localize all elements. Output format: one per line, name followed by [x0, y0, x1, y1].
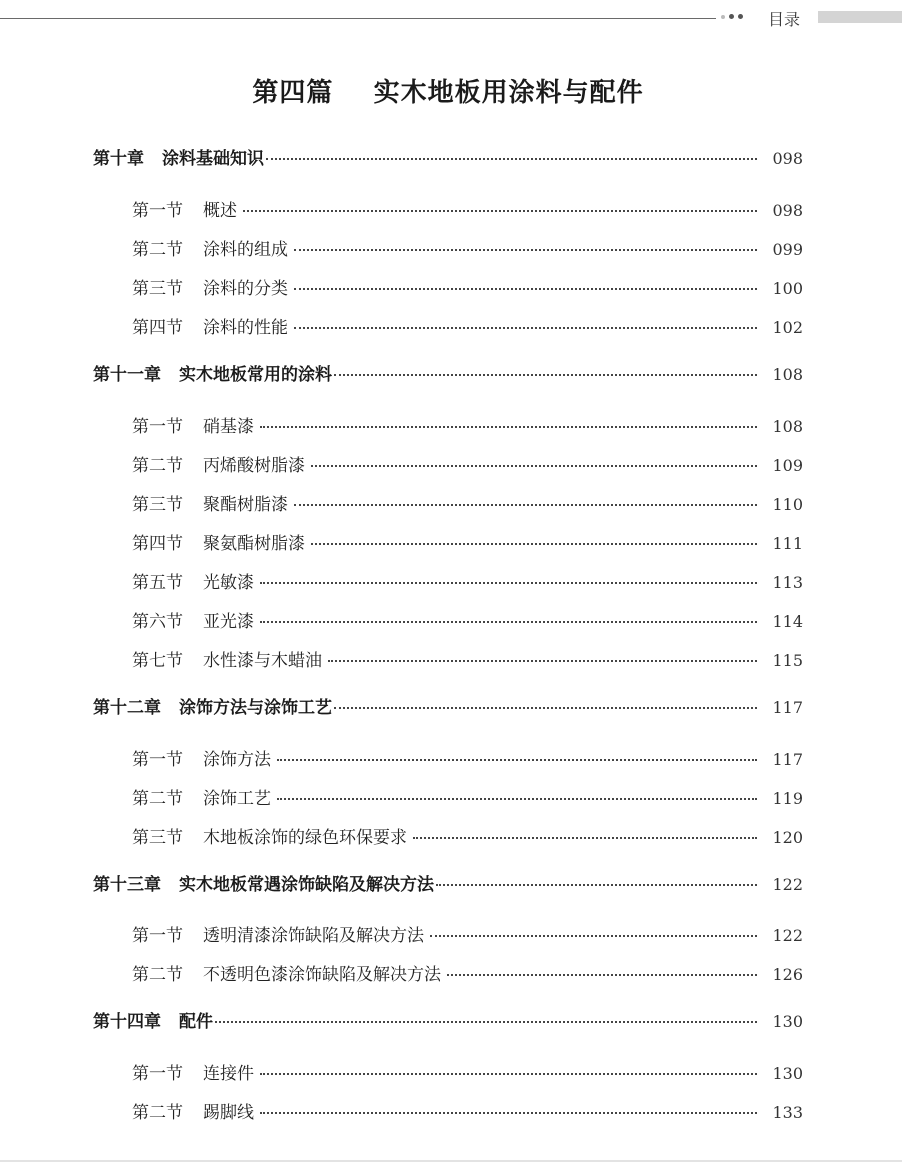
toc-section-row — [132, 196, 803, 224]
section-title: 涂饰方法 — [203, 750, 271, 770]
header-title: 目录 — [768, 10, 801, 29]
chapter-number: 第十四章 — [93, 1012, 161, 1032]
page-number: 110 — [772, 495, 803, 514]
dot-leader — [430, 935, 757, 937]
section-number: 第五节 — [132, 573, 183, 593]
section-title: 水性漆与木蜡油 — [203, 651, 322, 671]
dot-leader — [260, 621, 757, 623]
section-title: 涂饰工艺 — [203, 789, 271, 809]
section-number: 第四节 — [132, 534, 183, 554]
dot-leader — [266, 158, 757, 160]
section-number: 第二节 — [132, 1103, 183, 1123]
part-title: 第四篇 实木地板用涂料与配件 — [252, 78, 644, 108]
page-number: 098 — [772, 201, 803, 220]
section-number: 第三节 — [132, 279, 183, 299]
toc-section-row — [132, 313, 803, 341]
toc-chapter-row — [93, 1007, 803, 1035]
section-number: 第一节 — [132, 201, 183, 221]
chapter-number: 第十章 — [93, 149, 144, 169]
dot-leader — [311, 543, 757, 545]
page-number: 130 — [772, 1064, 803, 1083]
dot-leader — [334, 707, 757, 709]
dot-leader — [294, 327, 757, 329]
page-number: 100 — [772, 279, 803, 298]
section-title: 不透明色漆涂饰缺陷及解决方法 — [203, 965, 441, 985]
section-number: 第一节 — [132, 1064, 183, 1084]
page-number: 133 — [772, 1103, 803, 1122]
section-title: 涂料的分类 — [203, 279, 288, 299]
section-number: 第四节 — [132, 318, 183, 338]
toc-section-row — [132, 607, 803, 635]
page-number: 122 — [772, 875, 803, 894]
page-number: 119 — [772, 789, 803, 808]
toc-chapter-row — [93, 693, 803, 721]
dot-leader — [260, 1112, 757, 1114]
dot-leader — [277, 798, 757, 800]
page-number: 115 — [772, 651, 803, 670]
header-gray-bar — [818, 11, 902, 23]
toc-section-row — [132, 921, 803, 949]
header-dots-ornament — [721, 14, 743, 19]
page-number: 130 — [772, 1012, 803, 1031]
dot-leader — [447, 974, 757, 976]
dot-leader — [436, 884, 757, 886]
toc-section-row — [132, 1098, 803, 1126]
toc-section-row — [132, 235, 803, 263]
page-number: 120 — [772, 828, 803, 847]
toc-section-row — [132, 568, 803, 596]
chapter-number: 第十二章 — [93, 698, 161, 718]
section-title: 踢脚线 — [203, 1103, 254, 1123]
section-title: 透明清漆涂饰缺陷及解决方法 — [203, 926, 424, 946]
page-number: 126 — [772, 965, 803, 984]
header-rule — [0, 18, 716, 19]
page-number: 109 — [772, 456, 803, 475]
chapter-title: 实木地板常遇涂饰缺陷及解决方法 — [179, 875, 434, 895]
section-number: 第一节 — [132, 750, 183, 770]
toc-section-row — [132, 451, 803, 479]
toc-section-row — [132, 412, 803, 440]
chapter-title: 涂饰方法与涂饰工艺 — [179, 698, 332, 718]
dot-leader — [413, 837, 757, 839]
chapter-title: 实木地板常用的涂料 — [179, 365, 332, 385]
section-number: 第二节 — [132, 965, 183, 985]
page-number: 117 — [772, 750, 803, 769]
page-number: 108 — [772, 417, 803, 436]
page-number: 111 — [772, 534, 803, 553]
dot-leader — [294, 249, 757, 251]
dot-leader — [260, 1073, 757, 1075]
dot-leader — [243, 210, 757, 212]
section-number: 第三节 — [132, 495, 183, 515]
page-number: 102 — [772, 318, 803, 337]
page-number: 117 — [772, 698, 803, 717]
section-title: 聚酯树脂漆 — [203, 495, 288, 515]
page-header — [0, 0, 902, 36]
dot-leader — [294, 504, 757, 506]
chapter-number: 第十一章 — [93, 365, 161, 385]
section-title: 亚光漆 — [203, 612, 254, 632]
toc-chapter-row — [93, 144, 803, 172]
toc-section-row — [132, 646, 803, 674]
toc-chapter-row — [93, 870, 803, 898]
toc-section-row — [132, 960, 803, 988]
section-title: 涂料的性能 — [203, 318, 288, 338]
dot-leader — [260, 426, 757, 428]
section-number: 第一节 — [132, 926, 183, 946]
page-number: 122 — [772, 926, 803, 945]
toc-section-row — [132, 529, 803, 557]
dot-leader — [334, 374, 757, 376]
section-number: 第二节 — [132, 789, 183, 809]
section-title: 硝基漆 — [203, 417, 254, 437]
dot-leader — [277, 759, 757, 761]
dot-leader — [260, 582, 757, 584]
section-number: 第二节 — [132, 456, 183, 476]
toc-section-row — [132, 784, 803, 812]
section-title: 木地板涂饰的绿色环保要求 — [203, 828, 407, 848]
dot-leader — [294, 288, 757, 290]
dot-leader — [328, 660, 757, 662]
toc-section-row — [132, 1059, 803, 1087]
toc-section-row — [132, 490, 803, 518]
dot-leader — [215, 1021, 757, 1023]
section-title: 概述 — [203, 201, 237, 221]
section-number: 第一节 — [132, 417, 183, 437]
page-number: 099 — [772, 240, 803, 259]
chapter-number: 第十三章 — [93, 875, 161, 895]
toc-section-row — [132, 745, 803, 773]
toc-section-row — [132, 274, 803, 302]
chapter-title: 涂料基础知识 — [162, 149, 264, 169]
toc-chapter-row — [93, 360, 803, 388]
page-number: 114 — [772, 612, 803, 631]
page-number: 113 — [772, 573, 803, 592]
section-title: 聚氨酯树脂漆 — [203, 534, 305, 554]
section-number: 第二节 — [132, 240, 183, 260]
section-title: 丙烯酸树脂漆 — [203, 456, 305, 476]
chapter-title: 配件 — [179, 1012, 213, 1032]
toc-section-row — [132, 823, 803, 851]
page-number: 098 — [772, 149, 803, 168]
section-number: 第三节 — [132, 828, 183, 848]
bottom-rule — [0, 1160, 902, 1162]
section-title: 连接件 — [203, 1064, 254, 1084]
section-title: 涂料的组成 — [203, 240, 288, 260]
page-number: 108 — [772, 365, 803, 384]
section-number: 第六节 — [132, 612, 183, 632]
dot-leader — [311, 465, 757, 467]
section-title: 光敏漆 — [203, 573, 254, 593]
section-number: 第七节 — [132, 651, 183, 671]
